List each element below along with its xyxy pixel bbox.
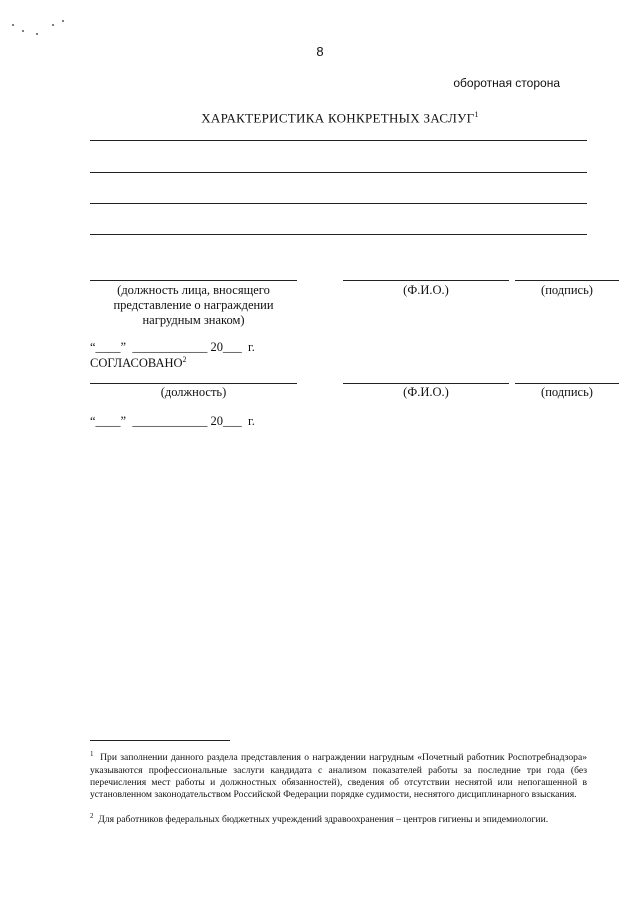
position-label: (должность)	[160, 385, 227, 399]
writing-line	[90, 234, 587, 235]
writing-line	[90, 140, 587, 141]
date-line: “____” ____________ 20___ г.	[90, 340, 255, 354]
footnote-text: Для работников федеральных бюджетных учреждений здравоохранения – центров гигиены и эпидемиологии.	[98, 814, 549, 826]
agreed-label: СОГЛАСОВАНО	[90, 356, 183, 371]
footnote-2	[90, 810, 587, 827]
name-line	[343, 280, 509, 281]
section-title	[0, 110, 640, 126]
position-line	[90, 280, 297, 281]
signature-line	[515, 280, 619, 281]
section-title-text: ХАРАКТЕРИСТИКА КОНКРЕТНЫХ ЗАСЛУГ	[201, 110, 475, 126]
signature-label: (подпись)	[541, 283, 593, 297]
signature-line	[515, 383, 619, 384]
agreed-footnote-ref: 2	[182, 355, 187, 364]
position-line	[90, 383, 297, 384]
page-number: 8	[316, 44, 324, 59]
position-label: (должность лица, вносящего представление о награждении нагрудным знаком)	[113, 283, 274, 327]
footnote-number: 2	[90, 812, 94, 820]
footnote-separator	[90, 740, 230, 741]
date-line: “____” ____________ 20___ г.	[90, 414, 255, 428]
side-note: оборотная сторона	[453, 76, 560, 90]
title-footnote-ref: 1	[474, 110, 479, 119]
footnote-1	[90, 748, 587, 802]
name-line	[343, 383, 509, 384]
name-label: (Ф.И.О.)	[403, 385, 449, 399]
writing-line	[90, 172, 587, 173]
footnote-number: 1	[90, 750, 94, 758]
writing-line	[90, 203, 587, 204]
agreed-heading	[90, 355, 187, 371]
signature-label: (подпись)	[541, 385, 593, 399]
name-label: (Ф.И.О.)	[403, 283, 449, 297]
footnote-text: При заполнении данного раздела представления о награждении нагрудным «Почетный работник Роспотребнадзора» указываются профессиональные заслуги кандидата с анализом показателей работы за последние три года (без перечисления мест работы и должностных обязанностей), сведения об отсутствии неснятой или непогашенной в установленном законодательством Российской Федерации порядке судимости, неснятого дисциплинарного взыскания.	[90, 752, 588, 801]
